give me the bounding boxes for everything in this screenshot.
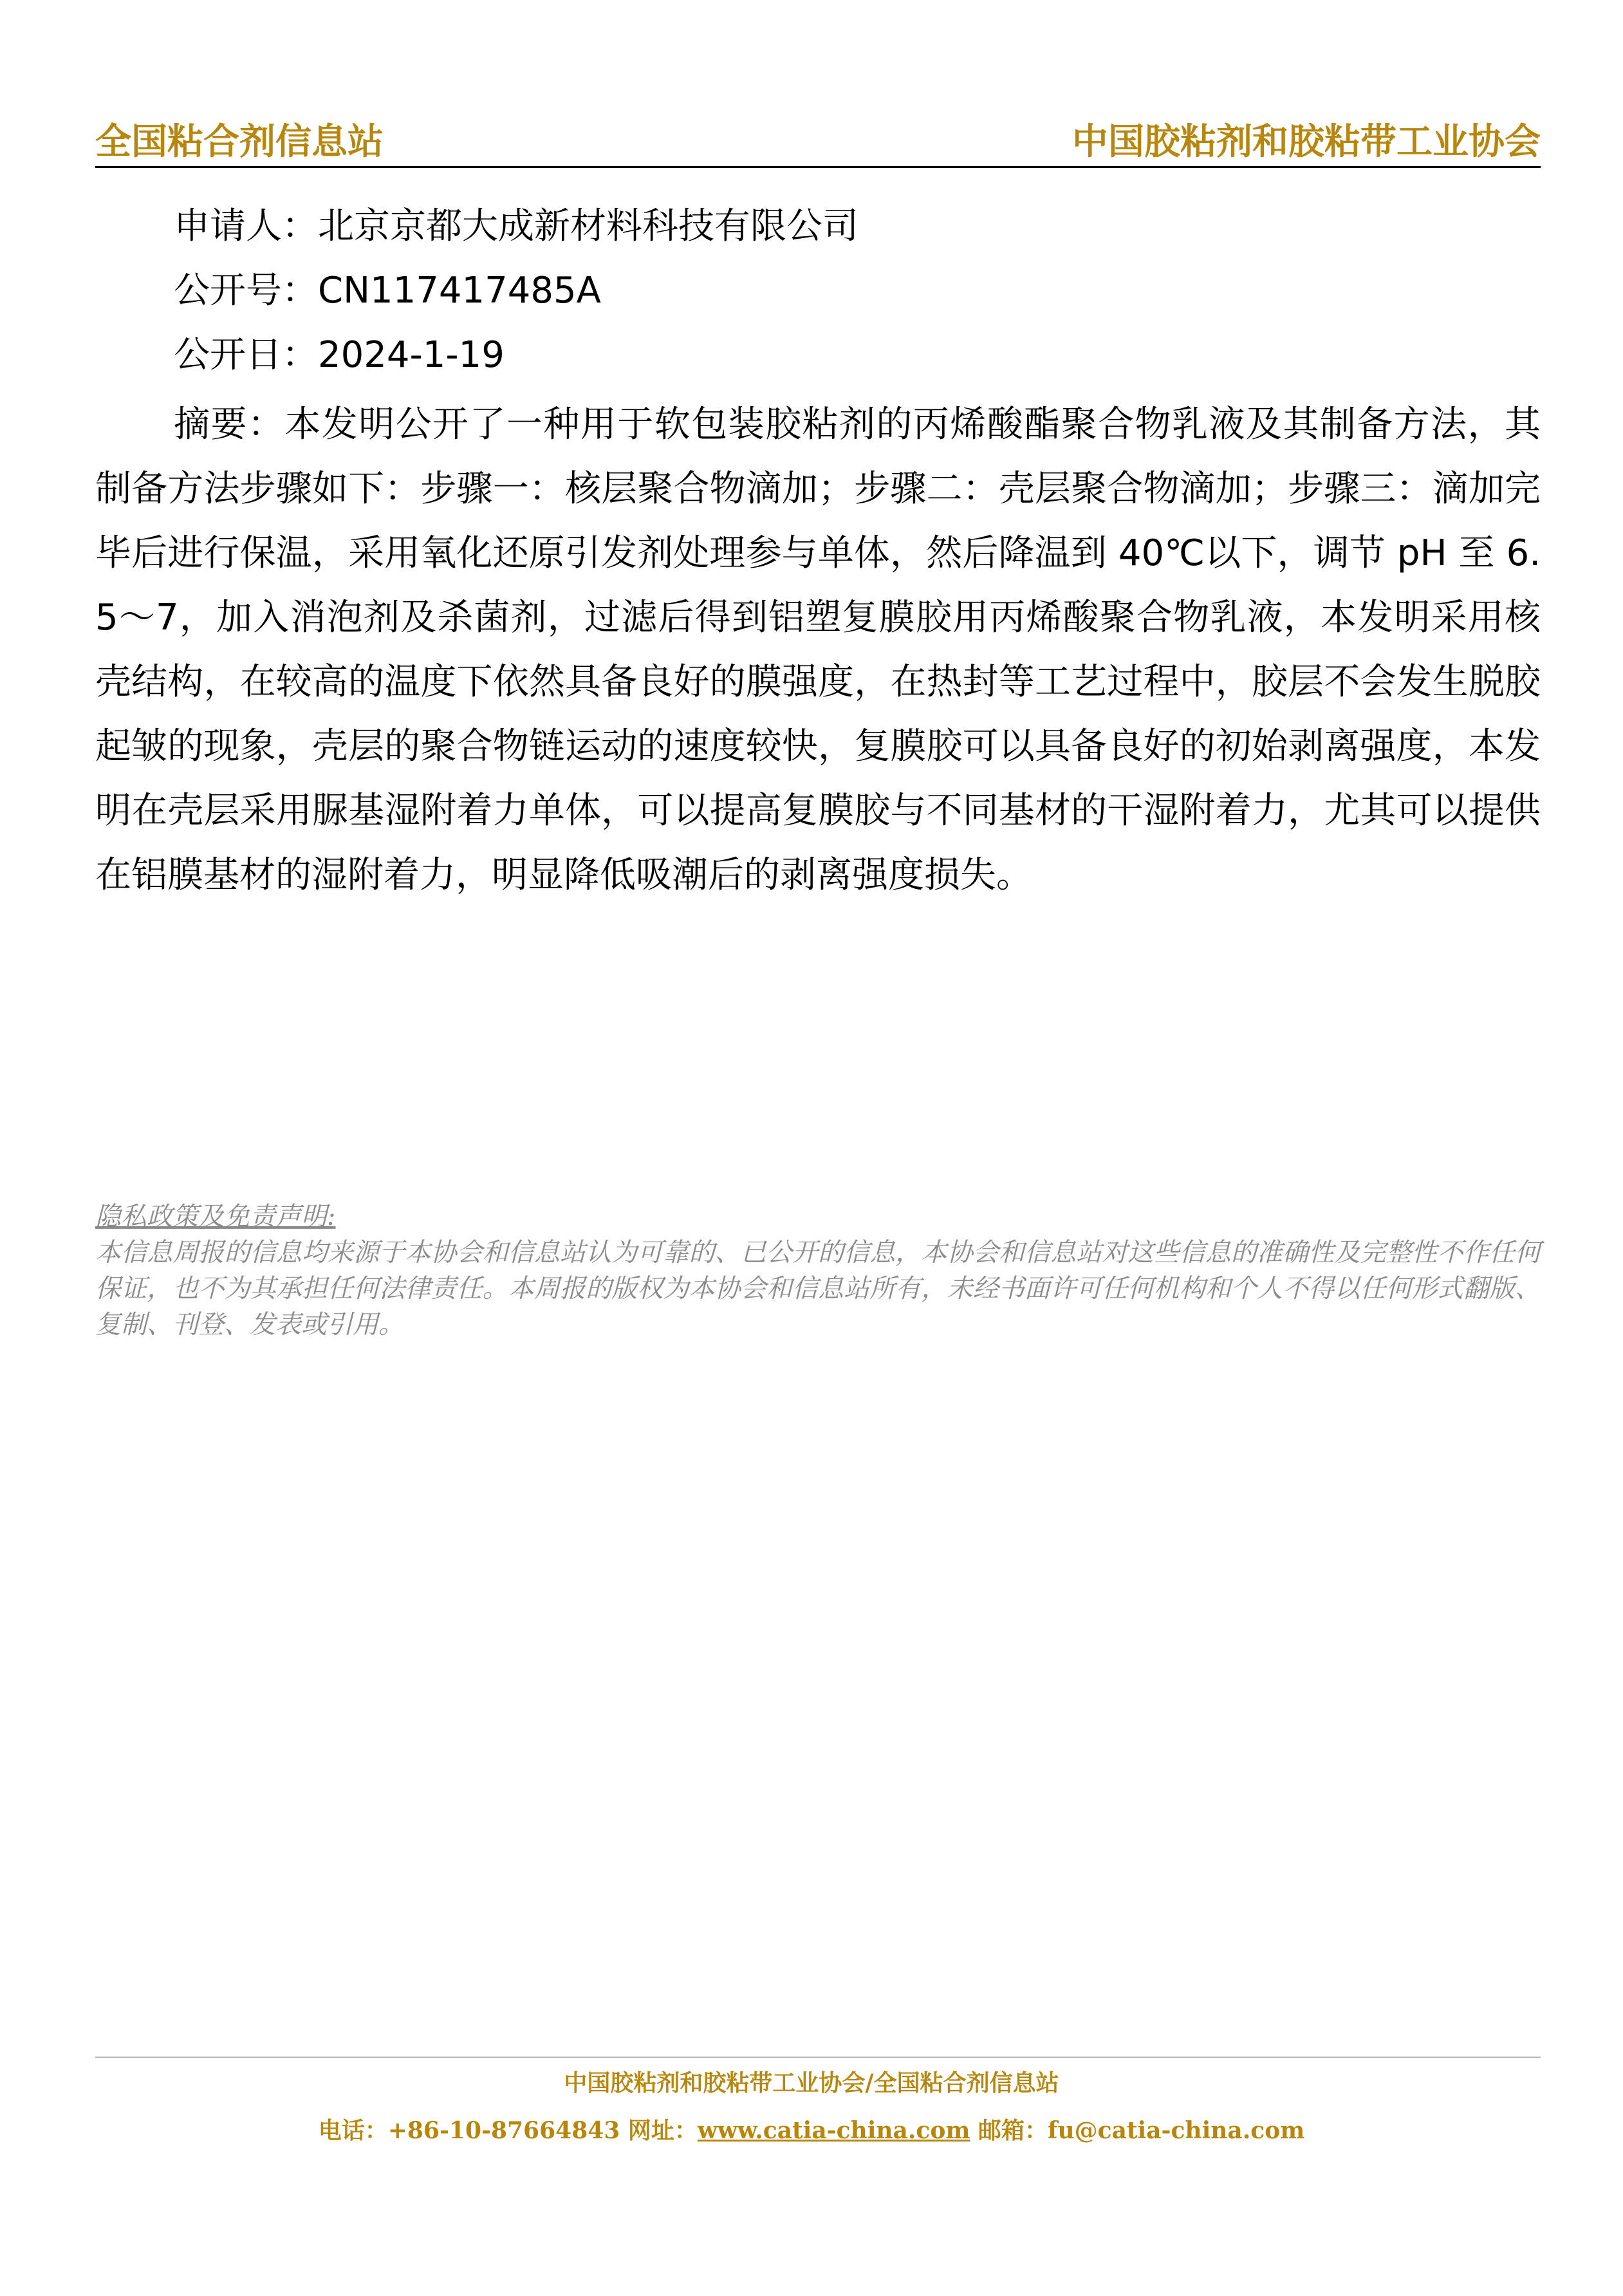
- footer-email-value: fu@catia-china.com: [1048, 2117, 1305, 2144]
- publication-number-label: 公开号：: [174, 270, 318, 312]
- footer-website-link[interactable]: www.catia-china.com: [697, 2117, 970, 2144]
- footer-divider: [95, 2057, 1541, 2058]
- publication-number-value: CN117417485A: [318, 270, 601, 312]
- footer-website-label: 网址：: [627, 2117, 698, 2144]
- footer-email-label: 邮箱：: [978, 2117, 1048, 2144]
- header-association-name: 中国胶粘剂和胶粘带工业协会: [1072, 120, 1541, 163]
- disclaimer-block: [95, 1199, 1541, 1343]
- page-header: [95, 115, 1541, 169]
- publication-date-label: 公开日：: [174, 334, 318, 376]
- footer-phone-value: +86-10-87664843: [387, 2117, 620, 2144]
- header-site-name: 全国粘合剂信息站: [95, 120, 384, 163]
- footer-phone-label: 电话：: [318, 2117, 388, 2144]
- disclaimer-title-suffix: :: [327, 1202, 336, 1231]
- disclaimer-title-line: [95, 1199, 1541, 1235]
- header-divider: [95, 166, 1541, 168]
- abstract-label: 摘要：: [174, 404, 285, 445]
- applicant-label: 申请人：: [174, 205, 318, 247]
- disclaimer-body: 本信息周报的信息均来源于本协会和信息站认为可靠的、已公开的信息，本协会和信息站对这些信息的准确性及完整性不作任何保证，也不为其承担任何法律责任。本周报的版权为本协会和信息站所有，未经书面许可任何机构和个人不得以任何形式翻版、复制、刊登、发表或引用。: [95, 1238, 1541, 1339]
- footer-organization: 中国胶粘剂和胶粘带工业协会/全国粘合剂信息站: [564, 2069, 1059, 2096]
- publication-date-line: [174, 330, 505, 381]
- footer-contact-line: [0, 2113, 1623, 2149]
- publication-number-line: [174, 265, 601, 317]
- abstract-text: 本发明公开了一种用于软包装胶粘剂的丙烯酸酯聚合物乳液及其制备方法，其制备方法步骤如下：步骤一：核层聚合物滴加；步骤二：壳层聚合物滴加；步骤三：滴加完毕后进行保温，采用氧化还原引发剂处理参与单体，然后降温到 40℃以下，调节 pH 至 6.5～7，加入消泡剂及杀菌剂，过滤后得到铝塑复膜胶用丙烯酸聚合物乳液，本发明采用核壳结构，在较高的温度下依然具备良好的膜强度，在热封等工艺过程中，胶层不会发生脱胶起皱的现象，壳层的聚合物链运动的速度较快，复膜胶可以具备良好的初始剥离强度，本发明在壳层采用脲基湿附着力单体，可以提高复膜胶与不同基材的干湿附着力，尤其可以提供在铝膜基材的湿附着力，明显降低吸潮后的剥离强度损失。: [95, 404, 1541, 896]
- disclaimer-title: 隐私政策及免责声明: [95, 1202, 327, 1231]
- applicant-line: [174, 201, 858, 252]
- applicant-value: 北京京都大成新材料科技有限公司: [318, 205, 858, 247]
- publication-date-value: 2024-1-19: [318, 334, 505, 376]
- abstract-paragraph: [95, 393, 1541, 908]
